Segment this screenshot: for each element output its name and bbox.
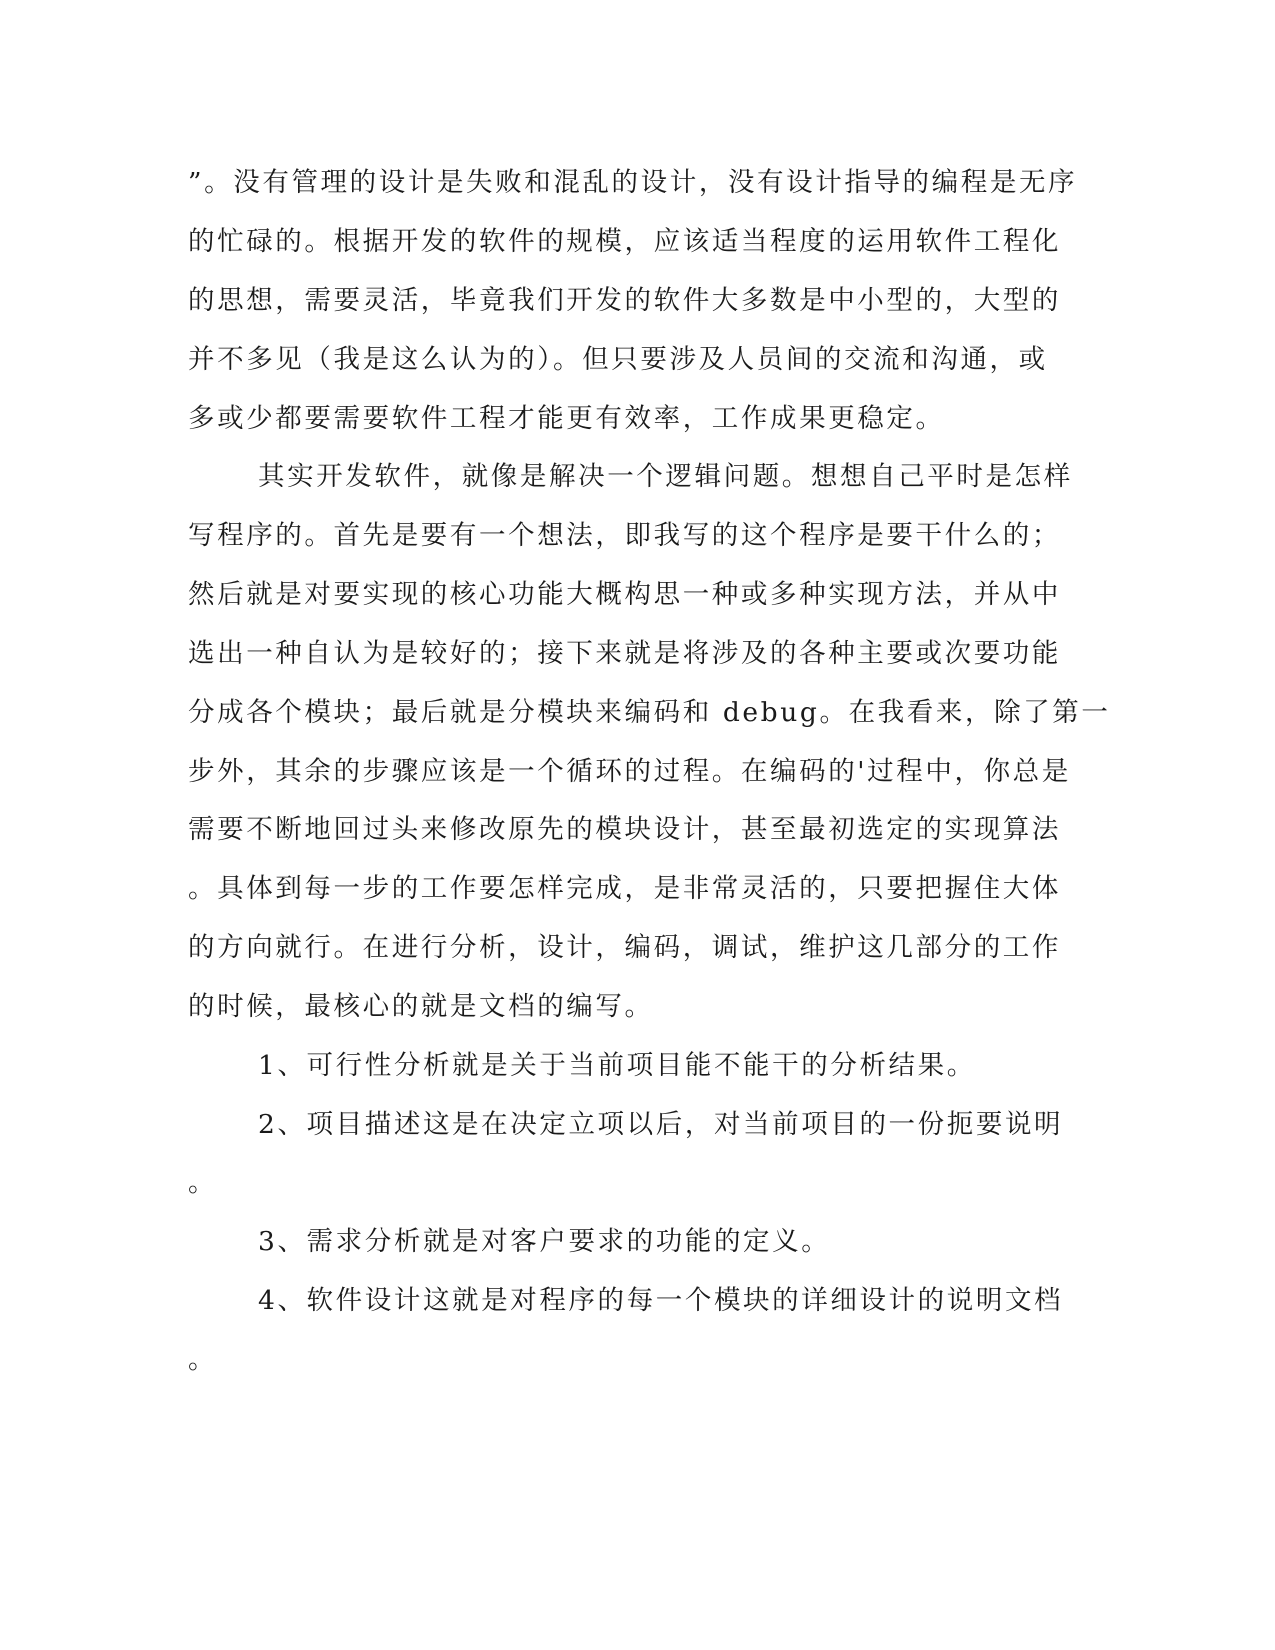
list-item-4: 4、软件设计这就是对程序的每一个模块的详细设计的说明文档 — [258, 1285, 1064, 1316]
text-line: 步外，其余的步骤应该是一个循环的过程。在编码的'过程中，你总是 — [188, 756, 1071, 787]
text-line: 。具体到每一步的工作要怎样完成，是非常灵活的，只要把握住大体 — [188, 873, 1061, 904]
text-line: 写程序的。首先是要有一个想法，即我写的这个程序是要干什么的； — [188, 520, 1061, 551]
text-line: 。 — [188, 1344, 218, 1375]
text-line: 的忙碌的。根据开发的软件的规模，应该适当程度的运用软件工程化 — [188, 226, 1061, 257]
text-line: 选出一种自认为是较好的；接下来就是将涉及的各种主要或次要功能 — [188, 638, 1061, 669]
text-line: 分成各个模块；最后就是分模块来编码和 debug。在我看来，除了第一 — [188, 697, 1111, 728]
list-item-3: 3、需求分析就是对客户要求的功能的定义。 — [258, 1226, 831, 1257]
text-line: 需要不断地回过头来修改原先的模块设计，甚至最初选定的实现算法 — [188, 814, 1061, 845]
text-line: 。 — [188, 1167, 218, 1198]
text-line: 的时候，最核心的就是文档的编写。 — [188, 991, 654, 1022]
text-line: 然后就是对要实现的核心功能大概构思一种或多种实现方法，并从中 — [188, 579, 1061, 610]
text-line: 的方向就行。在进行分析，设计，编码，调试，维护这几部分的工作 — [188, 932, 1061, 963]
list-item-1: 1、可行性分析就是关于当前项目能不能干的分析结果。 — [258, 1050, 976, 1081]
text-line: 并不多见（我是这么认为的）。但只要涉及人员间的交流和沟通，或 — [188, 344, 1048, 375]
text-line: 的思想，需要灵活，毕竟我们开发的软件大多数是中小型的，大型的 — [188, 285, 1061, 316]
text-line: 多或少都要需要软件工程才能更有效率，工作成果更稳定。 — [188, 403, 945, 434]
list-item-2: 2、项目描述这是在决定立项以后，对当前项目的一份扼要说明 — [258, 1109, 1064, 1140]
paragraph-first-line: 其实开发软件，就像是解决一个逻辑问题。想想自己平时是怎样 — [258, 461, 1073, 492]
text-line: ”。没有管理的设计是失败和混乱的设计，没有设计指导的编程是无序 — [188, 167, 1078, 198]
